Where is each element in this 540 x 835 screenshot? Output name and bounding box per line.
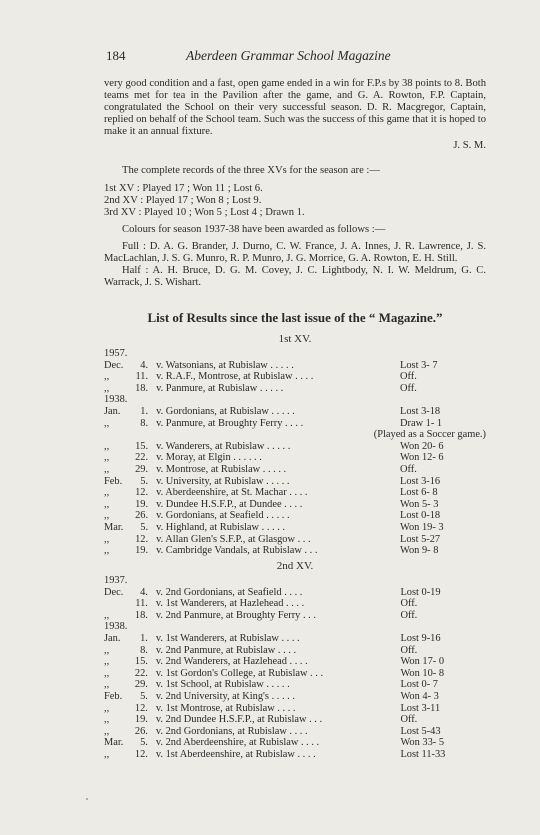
match-opponent: v. Watsonians, at Rubislaw . . . . . — [156, 359, 294, 371]
match-day: 19. — [134, 714, 148, 726]
match-result: Lost 9-16 — [400, 632, 441, 644]
match-result: Lost 3- 7 — [400, 359, 438, 371]
match-result: Off. — [400, 598, 418, 610]
match-month: ,, — [104, 702, 110, 714]
match-day: 1. — [140, 632, 148, 644]
match-result: Off. — [400, 371, 417, 383]
year-row — [104, 621, 486, 633]
second-xv-title: 2nd XV. — [276, 560, 314, 572]
match-opponent: v. 2nd Wanderers, at Hazlehead . . . . — [155, 656, 308, 668]
year-row — [104, 575, 486, 587]
match-opponent: v. R.A.F., Montrose, at Rubislaw . . . . — [156, 371, 314, 383]
result-row — [104, 441, 486, 453]
match-opponent: v. Panmure, at Broughty Ferry . . . . — [156, 417, 304, 429]
result-row — [104, 406, 486, 418]
result-note: (Played as a Soccer game.) — [373, 429, 486, 441]
match-month: ,, — [104, 382, 110, 394]
match-result: Won 4- 3 — [400, 690, 439, 702]
match-result: Lost 3-18 — [400, 405, 441, 417]
year-row — [104, 348, 486, 360]
match-month: ,, — [104, 679, 110, 691]
match-month: ,, — [104, 510, 110, 522]
colours-section — [104, 224, 486, 289]
page-number: 184 — [106, 48, 126, 63]
record-3rd-xv: 3rd XV : Played 10 ; Won 5 ; Lost 4 ; Drawn 1. — [104, 207, 305, 218]
result-row — [104, 499, 486, 511]
result-row — [104, 510, 486, 522]
first-xv-title: 1st XV. — [278, 333, 312, 345]
match-result: Off. — [400, 609, 418, 621]
match-day: 29. — [135, 463, 149, 475]
match-opponent: v. 2nd University, at King's . . . . . — [155, 690, 295, 702]
match-day: 26. — [135, 510, 149, 522]
match-opponent: v. Allan Glen's S.F.P., at Glasgow . . . — [156, 533, 311, 545]
match-day: 8. — [140, 417, 149, 429]
match-result: Lost 5-27 — [400, 533, 441, 545]
result-row — [104, 371, 486, 383]
result-row — [104, 534, 486, 546]
match-result: Lost 11-33 — [400, 748, 446, 760]
results-heading: List of Results since the last issue of the “ Magazine.” — [147, 310, 443, 325]
result-row — [104, 545, 486, 557]
match-opponent: v. Cambridge Vandals, at Rubislaw . . . — [156, 545, 318, 557]
match-opponent: v. 2nd Panmure, at Broughty Ferry . . . — [155, 609, 316, 621]
match-result: Lost 6- 8 — [400, 487, 438, 499]
match-day: 4. — [140, 586, 148, 598]
result-row — [104, 383, 486, 395]
match-day: 15. — [135, 440, 149, 452]
match-opponent: v. 2nd Aberdeenshire, at Rubislaw . . . . — [155, 737, 320, 749]
match-month: ,, — [104, 545, 110, 557]
second-xv-table — [104, 575, 486, 761]
colours-full: Full : D. A. G. Brander, J. Durno, C. W. France, J. A. Innes, J. R. Lawrence, J. S. MacLachlan, J. S. G. Munro, R. P. Munro, J. G. Morrice, G. A. Rowton, E. H. Still. — [104, 241, 486, 264]
match-result: Won 19- 3 — [400, 521, 444, 533]
result-row — [104, 452, 486, 464]
match-result: Off. — [400, 463, 417, 475]
intro-paragraph: very good condition and a fast, open game ended in a win for F.P.s by 38 points to 8. Both teams met for tea in the Pavilion after the game, and G. A. Rowton, F.P. Captain, congratulated the School on their very successful season. D. R. Macgregor, Captain, replied on behalf of the School team. Such was the success of this game that it is hoped to make it an annual fixture. — [104, 78, 486, 137]
year-label: 1957. — [104, 348, 128, 359]
match-month: ,, — [104, 487, 110, 499]
match-day: 26. — [134, 725, 148, 737]
match-opponent: v. 1st Aberdeenshire, at Rubislaw . . . . — [155, 748, 316, 760]
match-opponent: v. 1st School, at Rubislaw . . . . . — [155, 679, 290, 691]
match-day: 5. — [140, 521, 149, 533]
match-day: 11. — [135, 598, 148, 610]
first-xv-table — [104, 348, 486, 557]
match-day: 22. — [135, 452, 149, 464]
match-month: ,, — [104, 498, 110, 510]
year-label: 1937. — [104, 575, 128, 586]
match-day: 5. — [140, 690, 148, 702]
first-xv-section — [104, 333, 486, 557]
result-row — [104, 656, 486, 668]
year-label: 1938. — [104, 394, 128, 406]
records-intro: The complete records of the three XVs for the season are :— — [122, 165, 380, 176]
match-month: ,, — [104, 748, 110, 760]
match-day: 22. — [134, 667, 148, 679]
colours-intro: Colours for season 1937-38 have been awarded as follows :— — [122, 224, 386, 235]
match-opponent: v. 2nd Dundee H.S.F.P., at Rubislaw . . . — [155, 714, 323, 726]
match-result: Draw 1- 1 — [400, 417, 443, 429]
speck — [86, 798, 88, 800]
match-result: Won 9- 8 — [400, 545, 439, 557]
match-opponent: v. 1st Wanderers, at Hazlehead . . . . — [155, 598, 305, 610]
result-row — [104, 679, 486, 691]
match-result: Won 5- 3 — [400, 498, 439, 510]
match-day: 5. — [140, 737, 148, 749]
colours-half: Half : A. H. Bruce, D. G. M. Covey, J. C. Lightbody, N. I. W. Meldrum, G. C. Warrack, J. S. Wishart. — [104, 265, 486, 288]
match-opponent: v. 1st Montrose, at Rubislaw . . . . — [155, 702, 296, 714]
match-opponent: v. Dundee H.S.F.P., at Dundee . . . . — [156, 498, 303, 510]
match-result: Lost 0-19 — [400, 586, 441, 598]
result-row — [104, 464, 486, 476]
result-row — [104, 703, 486, 715]
intro-section — [104, 78, 486, 152]
match-opponent: v. Montrose, at Rubislaw . . . . . — [156, 463, 287, 475]
match-month: ,, — [104, 644, 110, 656]
match-day: 12. — [135, 487, 149, 499]
match-opponent: v. 2nd Gordonians, at Seafield . . . . — [155, 586, 303, 598]
match-opponent: v. Gordonians, at Seafield . . . . . — [156, 510, 290, 522]
match-opponent: v. Moray, at Elgin . . . . . . — [156, 452, 262, 464]
match-opponent: v. Highland, at Rubislaw . . . . . — [156, 521, 286, 533]
result-row — [104, 726, 486, 738]
result-row — [104, 714, 486, 726]
match-day: 1. — [140, 405, 149, 417]
result-row — [104, 610, 486, 622]
records-list — [104, 183, 486, 219]
result-row — [104, 645, 486, 657]
match-month: Jan. — [104, 405, 121, 417]
records-section — [104, 165, 486, 219]
match-month: Jan. — [104, 632, 121, 644]
second-xv-section — [104, 560, 486, 761]
match-day: 29. — [134, 679, 148, 691]
record-1st-xv: 1st XV : Played 17 ; Won 11 ; Lost 6. — [104, 183, 263, 194]
match-result: Lost 0- 7 — [400, 679, 438, 691]
match-month: ,, — [104, 440, 110, 452]
match-result: Won 12- 6 — [400, 452, 444, 464]
result-row — [104, 749, 486, 761]
match-month: ,, — [104, 609, 110, 621]
match-result: Off. — [400, 714, 418, 726]
match-opponent: v. 1st Wanderers, at Rubislaw . . . . — [155, 632, 300, 644]
match-result: Won 10- 8 — [400, 667, 445, 679]
match-month: ,, — [104, 533, 110, 545]
result-row — [104, 668, 486, 680]
record-2nd-xv: 2nd XV : Played 17 ; Won 8 ; Lost 9. — [104, 195, 262, 206]
match-opponent: v. Aberdeenshire, at St. Machar . . . . — [156, 487, 308, 499]
match-month: ,, — [104, 371, 110, 383]
result-row — [104, 587, 486, 599]
match-month: ,, — [104, 667, 110, 679]
match-opponent: v. 2nd Panmure, at Rubislaw . . . . — [155, 644, 297, 656]
result-row — [104, 360, 486, 372]
match-day: 8. — [140, 644, 148, 656]
match-opponent: v. Wanderers, at Rubislaw . . . . . — [156, 440, 291, 452]
result-row — [104, 598, 486, 610]
match-month: ,, — [104, 725, 110, 737]
note-row — [104, 429, 486, 441]
match-opponent: v. Gordonians, at Rubislaw . . . . . — [156, 405, 295, 417]
magazine-title: Aberdeen Grammar School Magazine — [186, 48, 391, 63]
result-row — [104, 691, 486, 703]
match-opponent: v. University, at Rubislaw . . . . . — [156, 475, 290, 487]
match-result: Won 20- 6 — [400, 440, 444, 452]
match-day: 11. — [135, 371, 149, 383]
match-result: Off. — [400, 382, 417, 394]
match-result: Won 17- 0 — [400, 656, 445, 668]
match-day: 18. — [134, 609, 148, 621]
match-month: ,, — [104, 656, 110, 668]
match-month: Dec. — [104, 586, 124, 598]
match-month — [104, 598, 131, 610]
match-month: Dec. — [104, 359, 124, 371]
match-month: Mar. — [104, 737, 124, 749]
result-row — [104, 476, 486, 488]
match-result: Lost 0-18 — [400, 510, 441, 522]
match-month: ,, — [104, 714, 110, 726]
match-day: 12. — [135, 533, 149, 545]
match-month: Mar. — [104, 521, 124, 533]
match-day: 5. — [140, 475, 149, 487]
match-opponent: v. 2nd Gordonians, at Rubislaw . . . . — [155, 725, 308, 737]
result-row — [104, 487, 486, 499]
match-day: 19. — [135, 498, 149, 510]
match-day: 4. — [140, 359, 149, 371]
match-result: Won 33- 5 — [400, 737, 445, 749]
year-row — [104, 394, 486, 406]
match-day: 15. — [134, 656, 148, 668]
result-row — [104, 522, 486, 534]
match-opponent: v. 1st Gordon's College, at Rubislaw . . . — [155, 667, 324, 679]
match-result: Lost 5-43 — [400, 725, 441, 737]
match-result: Lost 3-11 — [400, 702, 441, 714]
match-month: Feb. — [104, 475, 123, 487]
match-month: ,, — [104, 417, 110, 429]
match-month: ,, — [104, 452, 110, 464]
match-day: 12. — [134, 748, 148, 760]
match-month: Feb. — [104, 690, 123, 702]
result-row — [104, 737, 486, 749]
result-row — [104, 418, 486, 430]
result-row — [104, 633, 486, 645]
match-day: 18. — [135, 382, 149, 394]
year-label: 1938. — [104, 621, 128, 633]
match-result: Off. — [400, 644, 418, 656]
match-opponent: v. Panmure, at Rubislaw . . . . . — [156, 382, 284, 394]
match-day: 19. — [135, 545, 149, 557]
match-result: Lost 3-16 — [400, 475, 441, 487]
match-day: 12. — [134, 702, 148, 714]
signature: J. S. M. — [453, 140, 486, 151]
match-month: ,, — [104, 463, 110, 475]
